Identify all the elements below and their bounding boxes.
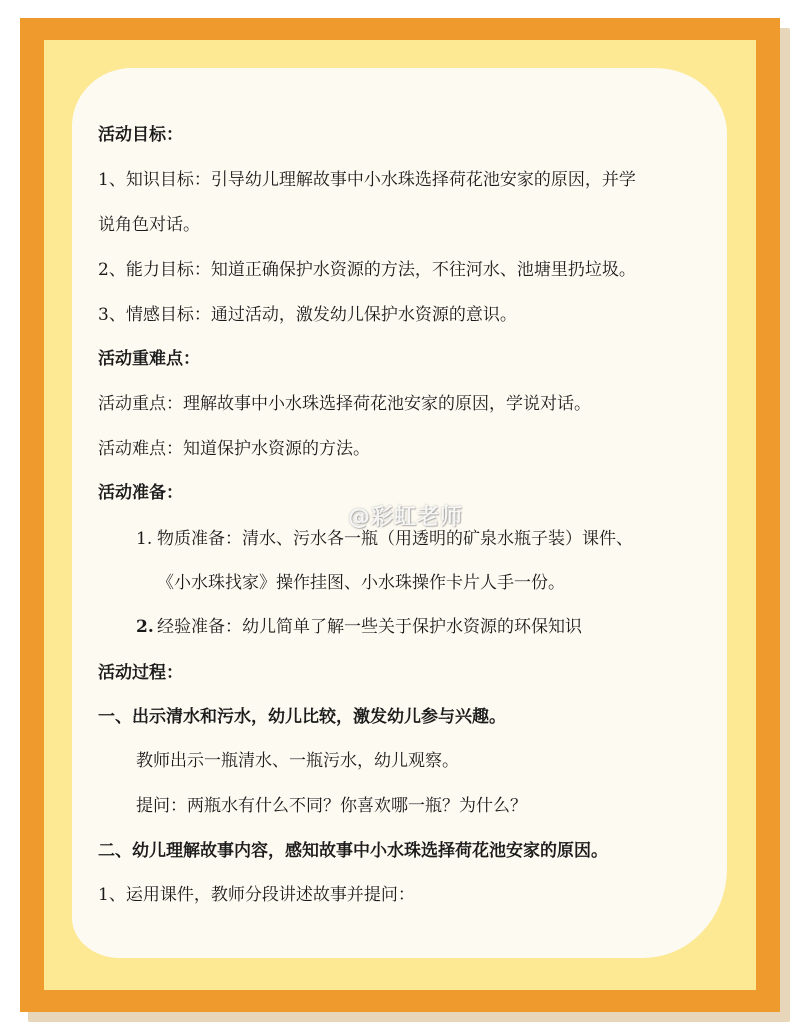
prep-material-line1: 物质准备：清水、污水各一瓶（用透明的矿泉水瓶子装）课件、 [157,529,633,549]
step-1-question: 提问：两瓶水有什么不同？你喜欢哪一瓶？为什么？ [136,796,527,816]
heading-preparation: 活动准备： [98,483,183,503]
difficult-point: 活动难点：知道保护水资源的方法。 [98,439,370,459]
goal-ability: 2、能力目标：知道正确保护水资源的方法，不往河水、池塘里扔垃圾。 [98,260,636,280]
step-2-sub-1: 1、运用课件，教师分段讲述故事并提问： [98,885,415,905]
step-1-title: 一、出示清水和污水，幼儿比较，激发幼儿参与兴趣。 [98,707,506,727]
prep-experience: 经验准备：幼儿简单了解一些关于保护水资源的环保知识 [157,617,582,637]
goal-knowledge-line2: 说角色对话。 [98,215,200,235]
heading-key-points: 活动重难点： [98,349,200,369]
heading-activity-goals: 活动目标： [98,125,183,145]
prep-material-line2: 《小水珠找家》操作挂图、小水珠操作卡片人手一份。 [157,573,565,593]
heading-process: 活动过程： [98,663,183,683]
prep-1-number: 1. [136,529,153,549]
step-2-title: 二、幼儿理解故事内容，感知故事中小水珠选择荷花池安家的原因。 [98,841,608,861]
step-1-text-1: 教师出示一瓶清水、一瓶污水，幼儿观察。 [136,751,459,771]
watermark: @彩虹老师 [348,505,464,530]
goal-knowledge-line1: 1、知识目标：引导幼儿理解故事中小水珠选择荷花池安家的原因，并学 [98,170,636,190]
prep-2-number: 2. [136,617,154,637]
goal-emotion: 3、情感目标：通过活动，激发幼儿保护水资源的意识。 [98,305,517,325]
key-point: 活动重点：理解故事中小水珠选择荷花池安家的原因，学说对话。 [98,394,591,414]
